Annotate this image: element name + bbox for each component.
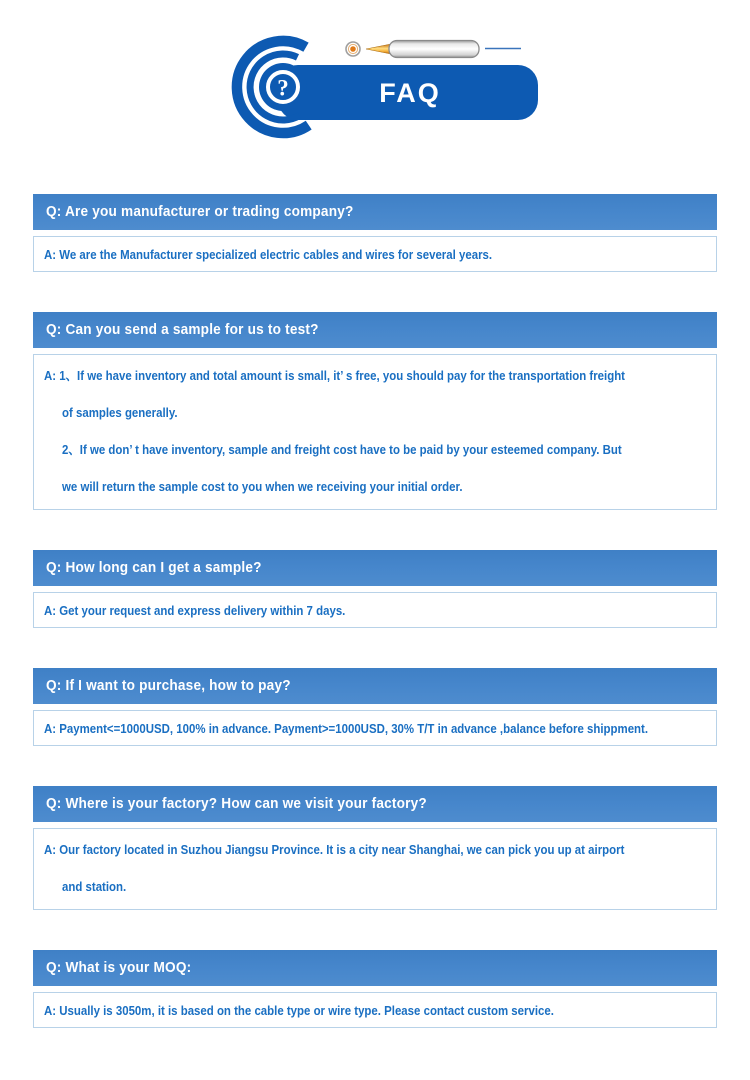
answer-line: A: Payment<=1000USD, 100% in advance. Payment>=1000USD, 30% T/T in advance ,balance before shippment. bbox=[44, 720, 649, 736]
answer-line: and station. bbox=[62, 879, 127, 894]
answer-line: A: 1、If we have inventory and total amount is small, it’ s free, you should pay for the transportation freight bbox=[44, 368, 625, 383]
answer-box bbox=[33, 236, 717, 272]
question-text: Q: How long can I get a sample? bbox=[46, 560, 262, 576]
answer-line: of samples generally. bbox=[62, 405, 178, 420]
answer-box bbox=[33, 828, 717, 910]
faq-page bbox=[0, 20, 750, 1080]
question-text: Q: If I want to purchase, how to pay? bbox=[46, 678, 291, 694]
answer-line: A: Get your request and express delivery within 7 days. bbox=[44, 602, 346, 618]
answer-line: A: Usually is 3050m, it is based on the cable type or wire type. Please contact custom service. bbox=[44, 1002, 554, 1018]
faq-item-3 bbox=[33, 550, 717, 628]
question-text: Q: Where is your factory? How can we visit your factory? bbox=[46, 796, 427, 812]
answer-box bbox=[33, 992, 717, 1028]
faq-title: FAQ bbox=[379, 78, 441, 108]
cable-conductor-icon bbox=[366, 44, 391, 54]
question-bar bbox=[33, 950, 717, 986]
question-text: Q: Are you manufacturer or trading company? bbox=[46, 204, 354, 220]
question-bar bbox=[33, 194, 717, 230]
faq-item-1 bbox=[33, 194, 717, 272]
answer-line: A: We are the Manufacturer specialized electric cables and wires for several years. bbox=[44, 246, 493, 262]
faq-item-5 bbox=[33, 786, 717, 910]
question-text: Q: What is your MOQ: bbox=[46, 960, 192, 976]
faq-list bbox=[33, 194, 717, 1028]
question-bar bbox=[33, 312, 717, 348]
faq-header-graphic bbox=[220, 20, 540, 140]
answer-box bbox=[33, 710, 717, 746]
answer-box bbox=[33, 592, 717, 628]
answer-line: A: Our factory located in Suzhou Jiangsu Province. It is a city near Shanghai, we can pick you up at airport bbox=[44, 842, 625, 857]
question-bar bbox=[33, 550, 717, 586]
answer-line: 2、If we don’ t have inventory, sample and freight cost have to be paid by your esteemed company. But bbox=[62, 442, 622, 457]
question-bar bbox=[33, 786, 717, 822]
question-mark-icon: ? bbox=[277, 75, 289, 101]
faq-header bbox=[0, 20, 750, 140]
cable-cross-section-core bbox=[350, 46, 356, 52]
answer-line: we will return the sample cost to you when we receiving your initial order. bbox=[62, 479, 463, 494]
faq-item-2 bbox=[33, 312, 717, 510]
faq-item-6 bbox=[33, 950, 717, 1028]
question-text: Q: Can you send a sample for us to test? bbox=[46, 322, 319, 338]
question-bar bbox=[33, 668, 717, 704]
answer-box bbox=[33, 354, 717, 510]
cable-insulation-icon bbox=[389, 41, 479, 58]
faq-item-4 bbox=[33, 668, 717, 746]
